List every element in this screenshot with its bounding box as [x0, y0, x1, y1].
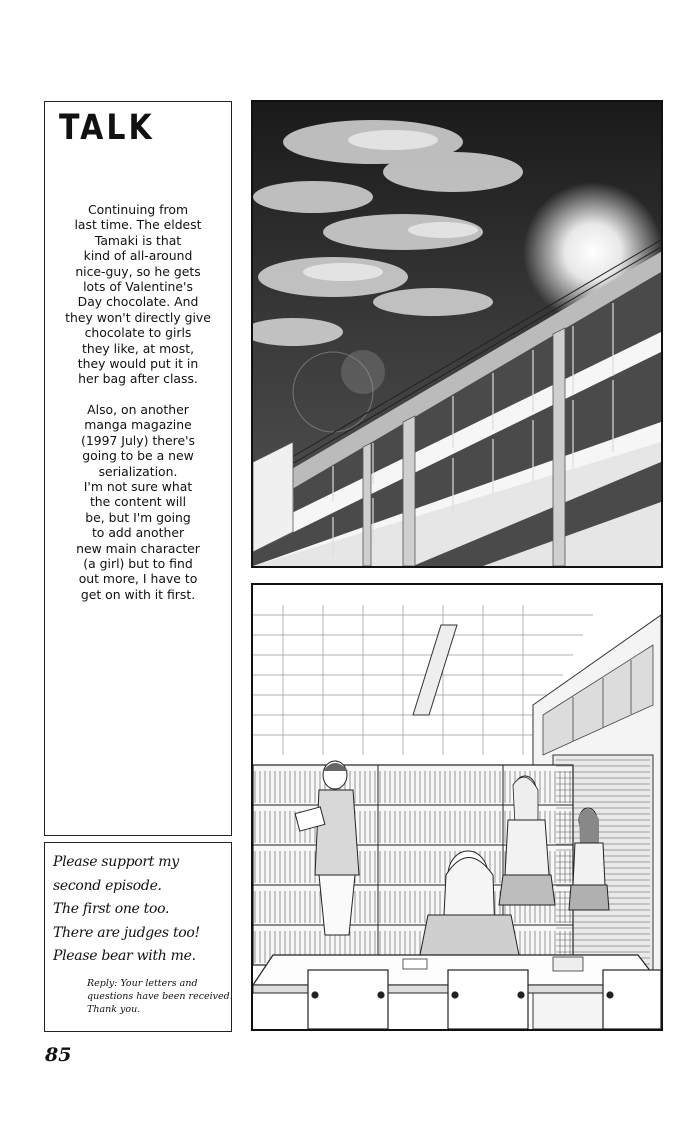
author-note-lines [53, 851, 227, 969]
note-line: Please bear with me. [53, 948, 196, 964]
note-line: The first one too. [53, 901, 170, 917]
reply-line: questions have been received. [87, 991, 233, 1002]
page-number: 85 [45, 1044, 72, 1066]
talk-title: TALK [59, 108, 155, 149]
note-line: second episode. [53, 877, 162, 894]
library-panel [251, 583, 663, 1031]
talk-body [51, 202, 225, 617]
talk-paragraph-1: Continuing from last time. The eldest Tamaki is that kind of all-around nice-guy, so he gets lots of Valentine's Day chocolate. And they won't directly give chocolate to girls they like, at most, they would put it in her bag after class. [65, 202, 211, 387]
school-building-illustration [253, 102, 661, 566]
library-illustration [253, 585, 661, 1029]
chairs [308, 970, 661, 1029]
reply-line: Reply: Your letters and [87, 978, 198, 989]
author-note-box [44, 842, 232, 1032]
talk-paragraph-2: Also, on another manga magazine (1997 July) there's going to be a new serialization. I'm not sure what the content will be, but I'm going to add another new main character (a girl) but to find out more, I have to get on with it first. [76, 401, 200, 602]
note-line: Please support my [53, 854, 179, 870]
talk-column [44, 101, 232, 836]
school-building-panel [251, 100, 663, 568]
note-line: There are judges too! [53, 924, 200, 941]
reply-line: Thank you. [87, 1004, 141, 1015]
reply-note [87, 977, 233, 1016]
